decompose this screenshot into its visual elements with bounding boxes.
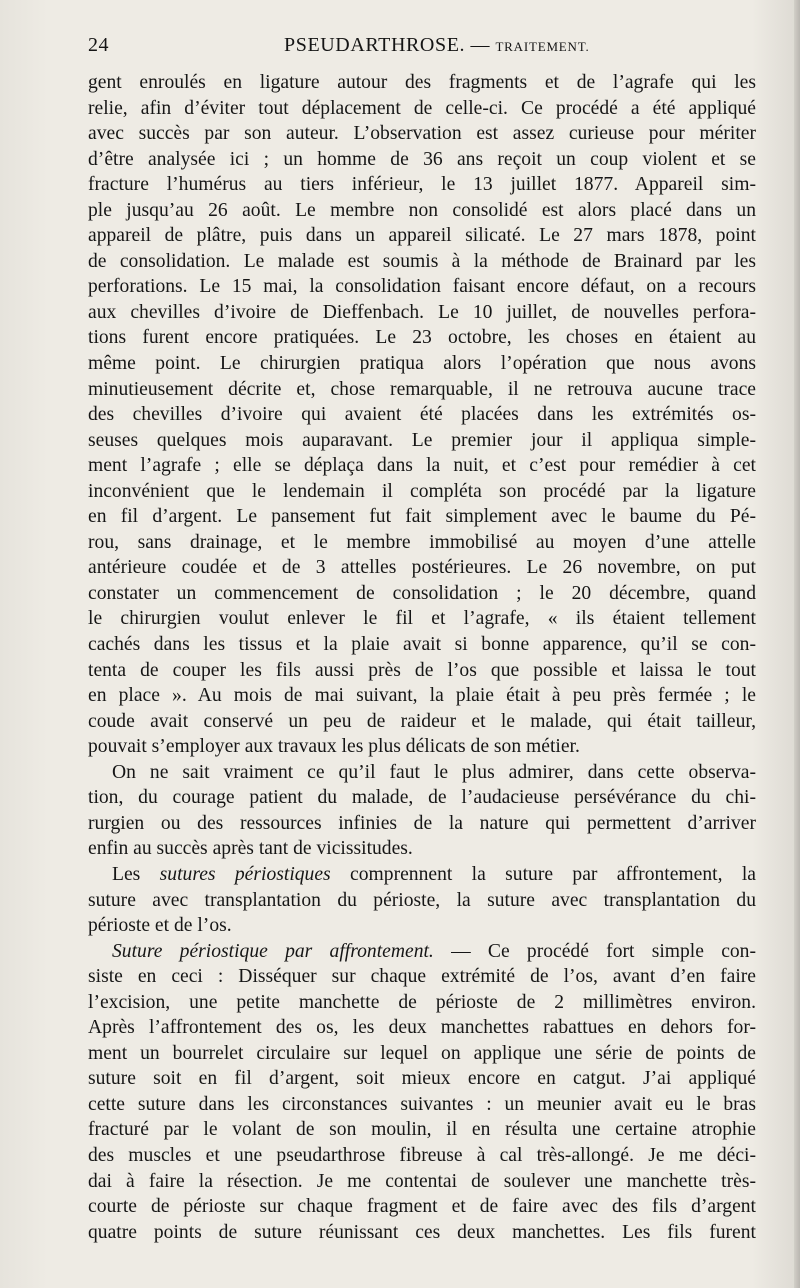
text-line-content: — Ce procédé fort simple con-: [433, 940, 756, 962]
text-line-content: des muscles et une pseudarthrose fibreuse à cal très-allongé. Je me déci-: [88, 1144, 756, 1166]
text-line: [88, 121, 756, 147]
text-line: [88, 453, 756, 479]
page-number: 24: [88, 34, 109, 56]
text-line: [88, 709, 756, 735]
text-line-content: seuses quelques mois auparavant. Le premier jour il appliqua simple-: [88, 429, 756, 451]
text-line: [88, 1066, 756, 1092]
text-line-content: cachés dans les tissus et la plaie avait si bonne apparence, qu’il se con-: [88, 634, 756, 656]
text-line-content: en place ». Au mois de mai suivant, la plaie était à peu près fermée ; le: [88, 685, 756, 707]
text-line: [88, 1194, 756, 1220]
text-line: [88, 1169, 756, 1195]
text-line: [88, 913, 756, 939]
page-edge: [794, 0, 800, 1288]
text-line-content: en fil d’argent. Le pansement fut fait simplement avec le baume du Pé-: [88, 506, 756, 528]
text-line: [88, 1143, 756, 1169]
text-line: [88, 811, 756, 837]
text-line: [88, 223, 756, 249]
running-title-dash: —: [465, 35, 496, 56]
text-line-content: siste en ceci : Disséquer sur chaque extrémité de l’os, avant d’en faire: [88, 966, 756, 988]
text-line-content: tenta de couper les fils aussi près de l’os que possible et laissa le tout: [88, 659, 756, 681]
text-line: [88, 172, 756, 198]
text-line: [88, 658, 756, 684]
text-line: [88, 1041, 756, 1067]
text-line-content: On ne sait vraiment ce qu’il faut le plus admirer, dans cette observa-: [112, 761, 756, 783]
text-line-content: antérieure coudée et de 3 attelles postérieures. Le 26 novembre, on put: [88, 557, 756, 579]
text-line: [88, 939, 756, 965]
running-head: [88, 34, 756, 60]
text-line: [88, 760, 756, 786]
text-line: [88, 1092, 756, 1118]
text-line: [88, 990, 756, 1016]
text-line-content: pouvait s’employer aux travaux les plus délicats de son métier.: [88, 736, 580, 758]
text-line-content: fracture l’humérus au tiers inférieur, le 13 juillet 1877. Appareil sim-: [88, 174, 756, 196]
text-line: [88, 581, 756, 607]
text-line-content: ment un bourrelet circulaire sur lequel on applique une série de points de: [88, 1042, 756, 1064]
text-line-content: des chevilles d’ivoire qui avaient été placées dans les extrémités os-: [88, 404, 756, 426]
text-line: [88, 964, 756, 990]
text-line: [88, 555, 756, 581]
text-line: [88, 428, 756, 454]
text-line-content: suture soit en fil d’argent, soit mieux encore en catgut. J’ai appliqué: [88, 1068, 756, 1090]
running-title-sub: TRAITEMENT.: [495, 39, 590, 54]
text-line-content: courte de périoste sur chaque fragment et de faire avec des fils d’argent: [88, 1196, 756, 1218]
text-line-content: rou, sans drainage, et le membre immobilisé au moyen d’une attelle: [88, 531, 756, 553]
text-line: [88, 632, 756, 658]
text-line-content: Après l’affrontement des os, les deux manchettes rabattues en dehors for-: [88, 1017, 756, 1039]
text-line: [88, 96, 756, 122]
text-line: [88, 70, 756, 96]
text-line-content: enfin au succès après tant de vicissitudes.: [88, 838, 413, 860]
text-line: [88, 274, 756, 300]
text-line-content: relie, afin d’éviter tout déplacement de celle-ci. Ce procédé a été appliqué: [88, 97, 756, 119]
text-line: [88, 351, 756, 377]
text-line-content: d’être analysée ici ; un homme de 36 ans reçoit un coup violent et se: [88, 148, 756, 170]
italic-term: sutures périostiques: [159, 863, 331, 885]
text-line-content: comprennent la suture par affrontement, la: [330, 863, 756, 885]
text-line: [88, 1015, 756, 1041]
text-line: [88, 888, 756, 914]
text-line-content: quatre points de suture réunissant ces deux manchettes. Les fils furent: [88, 1221, 756, 1243]
text-line-content: l’excision, une petite manchette de périoste de 2 millimètres environ.: [88, 991, 756, 1013]
text-line: [88, 300, 756, 326]
text-line: [88, 147, 756, 173]
body-text: [88, 70, 756, 1245]
text-line-content: périoste et de l’os.: [88, 915, 232, 937]
text-line-content: gent enroulés en ligature autour des fragments et de l’agrafe qui les: [88, 72, 756, 93]
text-line-content: ment l’agrafe ; elle se déplaça dans la nuit, et c’est pour remédier à cet: [88, 455, 756, 477]
text-line-content: dai à faire la résection. Je me contentai de soulever une manchette très-: [88, 1170, 756, 1192]
text-line-content: avec succès par son auteur. L’observation est assez curieuse pour mériter: [88, 123, 756, 145]
text-line-content: coude avait conservé un peu de raideur et le malade, qui était tailleur,: [88, 710, 756, 732]
text-line-content: rurgien ou des ressources infinies de la nature qui permettent d’arriver: [88, 812, 756, 834]
text-line: [88, 530, 756, 556]
text-line-content: tions furent encore pratiquées. Le 23 octobre, les choses en étaient au: [88, 327, 756, 349]
text-line-content: fracturé par le volant de son moulin, il en résulta une certaine atrophie: [88, 1119, 756, 1141]
text-line-content: le chirurgien voulut enlever le fil et l’agrafe, « ils étaient tellement: [88, 608, 756, 630]
text-line: [88, 504, 756, 530]
text-line-content: tion, du courage patient du malade, de l’audacieuse persévérance du chi-: [88, 787, 756, 809]
text-line-content: ple jusqu’au 26 août. Le membre non consolidé est alors placé dans un: [88, 199, 756, 221]
text-line: [88, 198, 756, 224]
text-line: [88, 836, 756, 862]
text-line-content: suture avec transplantation du périoste, la suture avec transplantation du: [88, 889, 756, 911]
running-title: [284, 34, 590, 57]
text-line: [88, 1117, 756, 1143]
text-line-content: minutieusement décrite et, chose remarquable, il ne retrouva aucune trace: [88, 378, 756, 400]
text-line: [88, 402, 756, 428]
text-line: [88, 862, 756, 888]
italic-term: Suture périostique par affrontement.: [112, 940, 434, 962]
text-line-content: inconvénient que le lendemain il compléta son procédé par la ligature: [88, 480, 756, 502]
text-line-content: perforations. Le 15 mai, la consolidation faisant encore défaut, on a recours: [88, 276, 756, 298]
text-line-content: même point. Le chirurgien pratiqua alors l’opération que nous avons: [88, 353, 756, 375]
text-line: [88, 734, 756, 760]
text-line-pre: Les: [112, 863, 160, 885]
text-line: [88, 325, 756, 351]
text-line-content: appareil de plâtre, puis dans un appareil silicaté. Le 27 mars 1878, point: [88, 225, 756, 247]
text-line: [88, 785, 756, 811]
text-line: [88, 1220, 756, 1246]
text-line: [88, 479, 756, 505]
text-line-content: constater un commencement de consolidation ; le 20 décembre, quand: [88, 582, 756, 604]
text-line: [88, 249, 756, 275]
text-line: [88, 683, 756, 709]
running-title-main: PSEUDARTHROSE.: [284, 34, 466, 56]
text-line-content: cette suture dans les circonstances suivantes : un meunier avait eu le bras: [88, 1093, 756, 1115]
text-line-content: de consolidation. Le malade est soumis à la méthode de Brainard par les: [88, 250, 756, 272]
text-line: [88, 377, 756, 403]
text-line-content: aux chevilles d’ivoire de Dieffenbach. Le 10 juillet, de nouvelles perfora-: [88, 301, 756, 323]
text-line: [88, 606, 756, 632]
